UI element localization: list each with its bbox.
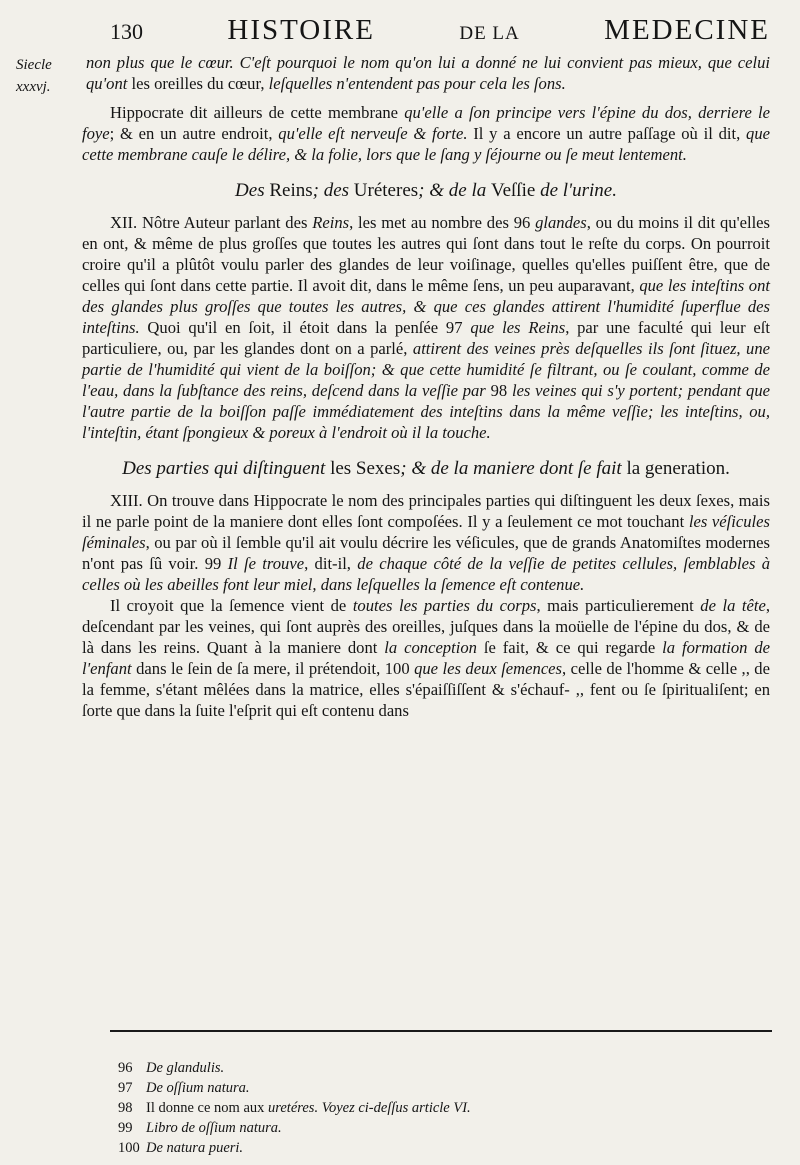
italic-run: De glandulis.	[146, 1060, 225, 1076]
text-run: Il croyoit que la ſemence vient de	[110, 596, 353, 615]
margin-note-line: xxxvj.	[16, 79, 51, 95]
italic-run: de chaque côté de la veſſie de petites cellules, ſemblables à celles où les abeilles font leur miel, dans leſquelles la ſemence eſt contenue.	[82, 554, 770, 594]
footnote	[118, 1098, 718, 1118]
sexes-paragraph-2	[82, 595, 770, 721]
section-title-reins	[82, 179, 770, 202]
italic-run: toutes les parties du corps	[352, 596, 537, 615]
footnote	[118, 1138, 718, 1158]
text-run: , deſcendant par les veines, qui ſont auprès des oreilles, juſques dans la moüelle de l'épine du dos, & de là dans les reins. Quant à la maniere dont	[82, 596, 770, 657]
section-title-sexes	[82, 457, 770, 480]
footnote-text	[146, 1140, 243, 1156]
text-run: , mais particulierement	[536, 596, 701, 615]
footnote-rule	[110, 1030, 772, 1032]
text-run: les Sexes	[330, 458, 401, 479]
footnote-number: 96	[118, 1060, 133, 1076]
text-run: Quoi qu'il en ſoit, il étoit dans la penſée 97	[139, 318, 471, 337]
italic-run: de la tête	[700, 596, 766, 615]
italic-run: que les inteſtins ont des glandes plus groſſes que toutes les autres, & que ces glandes attirent l'humidité ſuperflue des inteſtins.	[82, 276, 771, 337]
italic-run: ; & de la maniere dont ſe fait	[400, 458, 627, 479]
text-run: XIII. On trouve dans Hippocrate le nom des principales parties qui diſtinguent les deux ſexes, mais il ne parle point de la maniere dont elles ſont compoſées. Il y a ſeulement ce mot touchant	[82, 491, 770, 531]
italic-run: ; & de la	[418, 180, 491, 201]
footnote-text	[146, 1120, 282, 1136]
italic-run: leſquelles n'entendent pas pour cela les ſons.	[268, 74, 566, 93]
footnote	[118, 1058, 718, 1078]
italic-run: que les deux ſemences	[414, 659, 563, 678]
text-run: Veſſie	[490, 180, 536, 201]
page-number: 130	[110, 19, 143, 44]
text-run: Reins	[269, 180, 313, 201]
text-run: , celle de l'homme & celle ,, de la femme, s'étant mêlées dans la matrice, elles s'épaiſſiſſent & s'échauf- ,, fent ou ſe ſpiritualiſent; en ſorte que dans la ſuite l'eſprit qui eſt contenu dans	[82, 659, 770, 720]
italic-run: les veines qui s'y portent; pendant que l'autre partie de la boiſſon paſſe immédiatement des inteſtins dans la même veſſie; les inteſtins, ou, l'inteſtin, étant ſpongieux & poreux à l'endroit où il la touche.	[82, 381, 770, 442]
text-run: XII. Nôtre Auteur parlant des	[110, 213, 313, 232]
footnote-text	[146, 1100, 471, 1116]
margin-note-line: Siecle	[16, 57, 52, 73]
footnote-number: 97	[118, 1080, 133, 1096]
italic-run: Il ſe trouve	[227, 554, 305, 573]
footnotes	[118, 1058, 718, 1158]
italic-run: Reins	[312, 213, 350, 232]
text-run: Uréteres	[353, 180, 419, 201]
italic-run: qu'elle eſt nerveuſe & forte.	[278, 124, 468, 143]
text-run: , dit-il,	[304, 554, 358, 573]
footnote-number: 99	[118, 1120, 133, 1136]
running-title-de: DE LA	[459, 23, 520, 44]
running-title-left: HISTOIRE	[227, 14, 375, 46]
footnote-number: 98	[118, 1100, 133, 1116]
text-run: , ou par où il ſemble qu'il ait voulu décrire les véſicules, que de grands Anatomiſtes modernes n'ont pas ſû voir. 99	[82, 533, 770, 573]
text-run: , par une faculté qui leur eſt particuliere, ou, par les glandes dont on a parlé,	[82, 318, 770, 358]
text-run: les oreilles du cœur,	[131, 74, 269, 93]
text-run: Il donne ce nom aux	[146, 1100, 269, 1116]
italic-run: la formation de l'enfant	[82, 638, 770, 678]
footnote-text	[146, 1060, 224, 1076]
page-header	[110, 14, 770, 50]
text-run: ; & en un autre endroit,	[109, 124, 279, 143]
italic-run: glandes	[535, 213, 587, 232]
text-run: Hippocrate dit ailleurs de cette membrane	[110, 103, 405, 122]
text-run: dans le ſein de ſa mere, il prétendoit, 100	[131, 659, 415, 678]
footnote	[118, 1118, 718, 1138]
text-run: , les met au nombre des 96	[349, 213, 536, 232]
text-run: ſe fait, & ce qui regarde	[476, 638, 663, 657]
text-run: , ou du moins il dit qu'elles en ont, & même de plus groſſes que toutes les autres qui ſont dans tout le reſte du corps. On pourroit croire qu'il a plûtôt voulu parler des glandes de leur voiſinage, quelles qu'elles puiſſent être, que de celles qui ſont dans cette partie. Il avoit dit, dans le même ſens, un peu auparavant,	[82, 213, 771, 295]
intro-paragraph	[82, 52, 770, 94]
italic-run: Des	[235, 180, 270, 201]
hippocrate-paragraph	[82, 102, 770, 165]
footnote-number: 100	[118, 1140, 140, 1156]
text-run: la generation.	[626, 458, 730, 479]
italic-run: que cette membrane cauſe le délire, & la folie, lors que le ſang y ſéjourne ou ſe meut lentement.	[82, 124, 770, 164]
reins-paragraph	[82, 212, 770, 443]
body-text	[82, 52, 770, 721]
footnote	[118, 1078, 718, 1098]
text-run: Il y a encore un autre paſſage où il dit,	[467, 124, 747, 143]
italic-run: De natura pueri.	[146, 1140, 244, 1156]
italic-run: qu'elle a ſon principe vers l'épine du dos, derriere le foye	[82, 103, 770, 143]
footnote-text	[146, 1080, 250, 1096]
italic-run: attirent des veines près deſquelles ils ſont ſituez, une partie de l'humidité qui vient de la boiſſon; & que cette humidité ſe filtrant, ou ſe coulant, comme de l'eau, dans la ſubſtance des reins, deſcend dans la veſſie par	[82, 339, 770, 400]
running-title-right: MEDECINE	[604, 14, 770, 46]
italic-run: les véſicules ſéminales	[82, 512, 770, 552]
italic-run: Des parties qui diſtinguent	[122, 458, 331, 479]
italic-run: que les Reins	[470, 318, 566, 337]
italic-run: la conception	[384, 638, 477, 657]
italic-run: uretéres. Voyez ci-deſſus article VI.	[268, 1100, 471, 1116]
sexes-paragraph-1	[82, 490, 770, 595]
text-run: 98	[485, 381, 512, 400]
italic-run: ; des	[312, 180, 354, 201]
italic-run: non plus que le cœur. C'eſt pourquoi le nom qu'on lui a donné ne lui convient pas mieux, que celui qu'ont	[86, 53, 770, 93]
italic-run: Libro de oſſium natura.	[146, 1120, 282, 1136]
italic-run: de l'urine.	[535, 180, 617, 201]
italic-run: De oſſium natura.	[146, 1080, 250, 1096]
